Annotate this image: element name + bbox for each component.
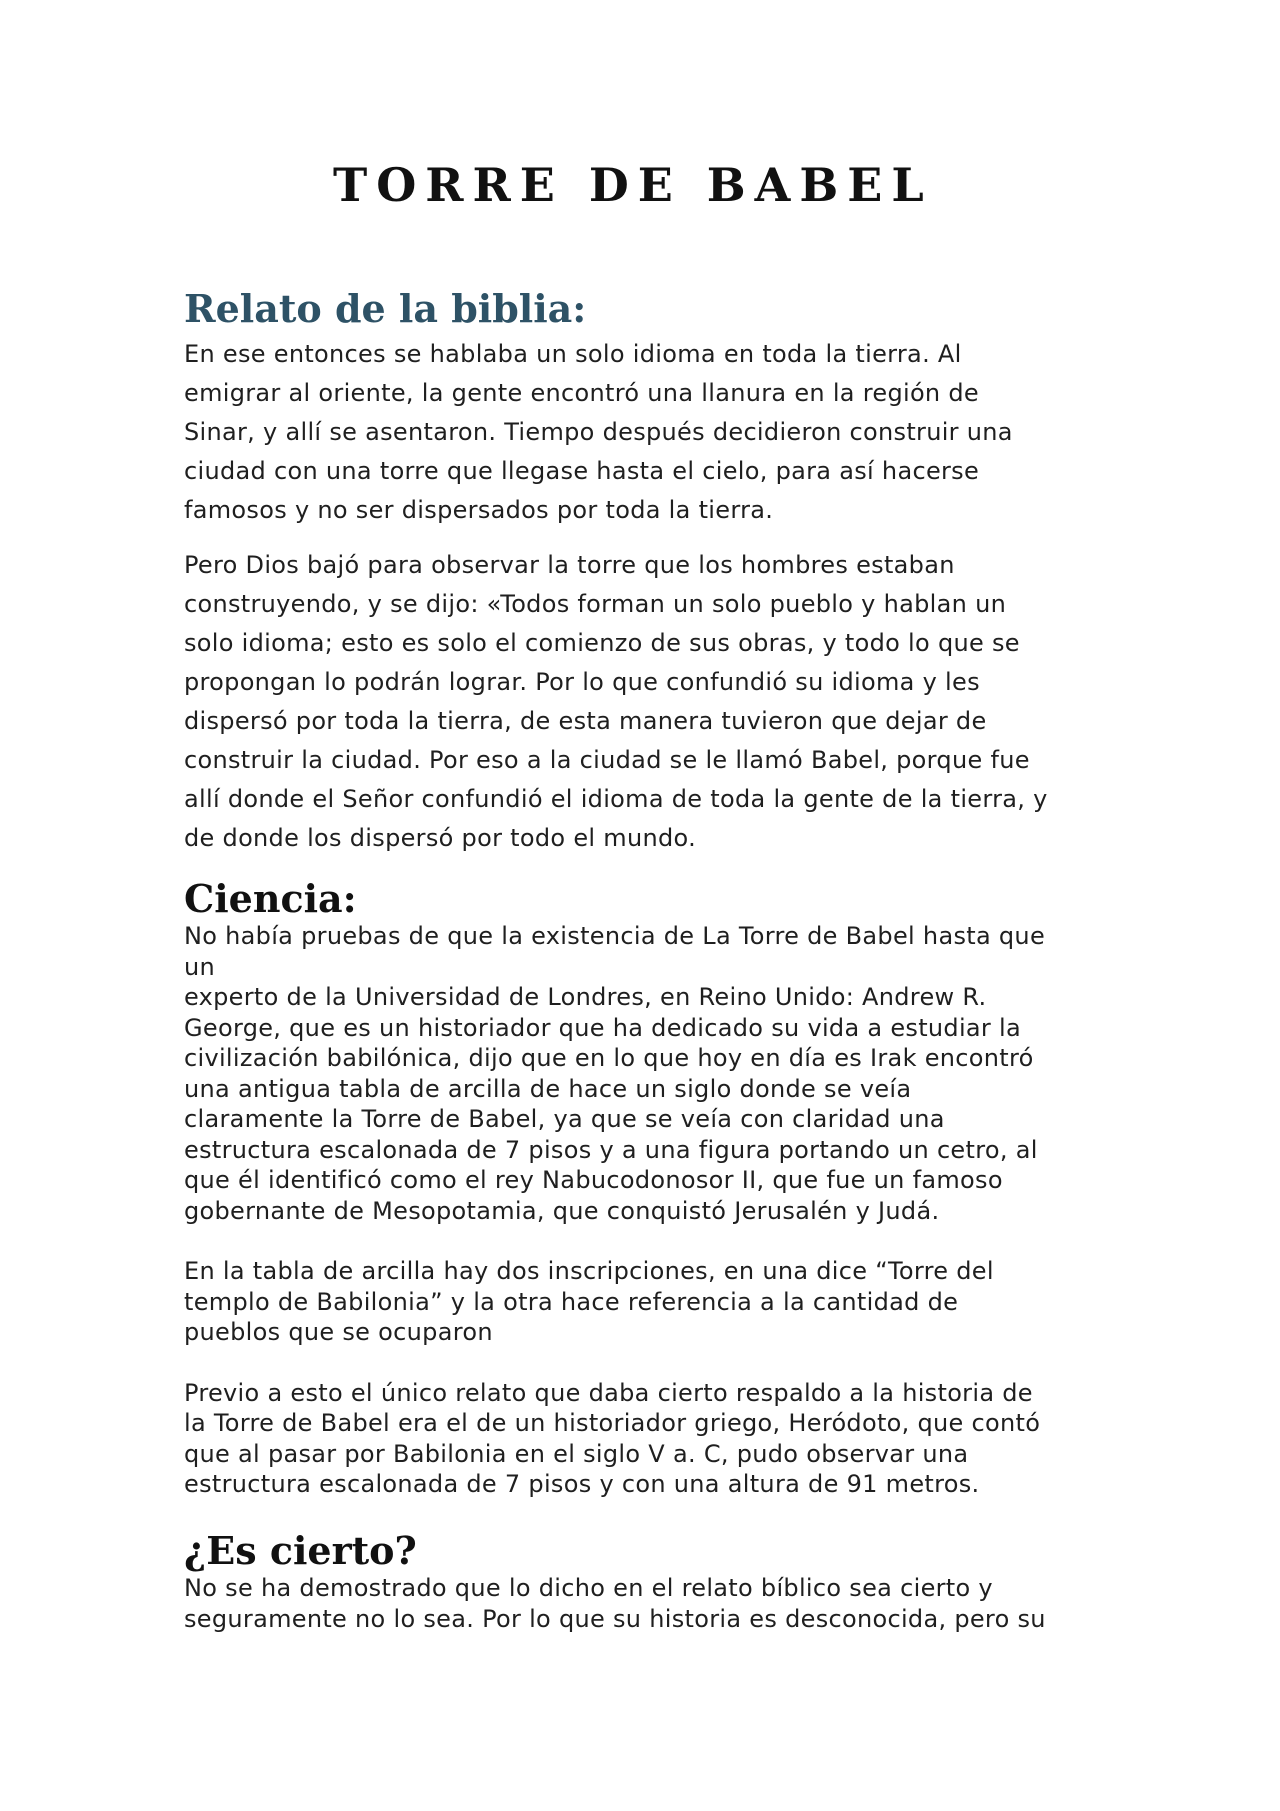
heading-ciencia: Ciencia:: [184, 876, 357, 921]
text-line: claramente la Torre de Babel, ya que se veía con claridad una: [184, 1105, 945, 1133]
text-line: seguramente no lo sea. Por lo que su historia es desconocida, pero su: [184, 1604, 1046, 1633]
text-line: Sinar, y allí se asentaron. Tiempo después decidieron construir una: [184, 418, 1013, 446]
text-line: propongan lo podrán lograr. Por lo que confundió su idioma y les: [184, 668, 980, 696]
section-es-cierto: [184, 1528, 1114, 1634]
text-line: que él identificó como el rey Nabucodonosor II, que fue un famoso: [184, 1166, 1003, 1194]
text-line: la Torre de Babel era el de un historiador griego, Heródoto, que contó: [184, 1409, 1041, 1437]
text-line: Pero Dios bajó para observar la torre que los hombres estaban: [184, 551, 955, 579]
text-line: una antigua tabla de arcilla de hace un siglo donde se veía: [184, 1074, 912, 1103]
text-line: estructura escalonada de 7 pisos y con una altura de 91 metros.: [184, 1470, 980, 1498]
ciencia-paragraph-1: [184, 921, 1114, 1226]
relato-paragraph-1: [184, 335, 1114, 530]
relato-paragraph-2: [184, 546, 1114, 858]
text-line: solo idioma; esto es solo el comienzo de sus obras, y todo lo que se: [184, 629, 1020, 657]
text-line: allí donde el Señor confundió el idioma de toda la gente de la tierra, y: [184, 785, 1048, 813]
text-line: construyendo, y se dijo: «Todos forman un solo pueblo y hablan un: [184, 590, 1007, 618]
ciencia-paragraph-3: [184, 1378, 1114, 1500]
text-line: George, que es un historiador que ha dedicado su vida a estudiar la: [184, 1013, 1022, 1042]
text-line: En ese entonces se hablaba un solo idioma en toda la tierra. Al: [184, 340, 962, 368]
text-line: famosos y no ser dispersados por toda la tierra.: [184, 496, 774, 524]
text-line: civilización babilónica, dijo que en lo que hoy en día es Irak encontró: [184, 1044, 1034, 1072]
text-line: un: [184, 952, 216, 981]
heading-relato: Relato de la biblia:: [184, 286, 587, 331]
text-line: de donde los dispersó por todo el mundo.: [184, 824, 697, 852]
ciencia-paragraph-2: [184, 1256, 1114, 1348]
text-line: ciudad con una torre que llegase hasta el cielo, para así hacerse: [184, 457, 980, 485]
text-line: templo de Babilonia” y la otra hace referencia a la cantidad de: [184, 1287, 959, 1316]
text-line: construir la ciudad. Por eso a la ciudad se le llamó Babel, porque fue: [184, 746, 1030, 774]
text-line: emigrar al oriente, la gente encontró una llanura en la región de: [184, 379, 979, 407]
text-line: No había pruebas de que la existencia de La Torre de Babel hasta que: [184, 922, 1046, 950]
section-ciencia: [184, 876, 1114, 1500]
text-line: No se ha demostrado que lo dicho en el relato bíblico sea cierto y: [184, 1574, 993, 1602]
document-title: TORRE DE BABEL: [333, 158, 933, 212]
text-line: pueblos que se ocuparon: [184, 1318, 493, 1346]
relato-body: [184, 335, 1114, 858]
text-line: que al pasar por Babilonia en el siglo V a. C, pudo observar una: [184, 1439, 969, 1468]
text-line: experto de la Universidad de Londres, en Reino Unido: Andrew R.: [184, 983, 987, 1011]
text-line: Previo a esto el único relato que daba cierto respaldo a la historia de: [184, 1378, 1033, 1407]
es-cierto-body: [184, 1573, 1114, 1634]
text-line: dispersó por toda la tierra, de esta manera tuvieron que dejar de: [184, 707, 987, 735]
text-line: estructura escalonada de 7 pisos y a una figura portando un cetro, al: [184, 1135, 1038, 1164]
ciencia-body: [184, 921, 1114, 1500]
es-cierto-paragraph-1: [184, 1573, 1114, 1634]
section-relato: [184, 286, 1114, 858]
text-line: En la tabla de arcilla hay dos inscripciones, en una dice “Torre del: [184, 1257, 994, 1285]
text-line: gobernante de Mesopotamia, que conquistó Jerusalén y Judá.: [184, 1196, 940, 1225]
heading-es-cierto: ¿Es cierto?: [184, 1528, 417, 1573]
